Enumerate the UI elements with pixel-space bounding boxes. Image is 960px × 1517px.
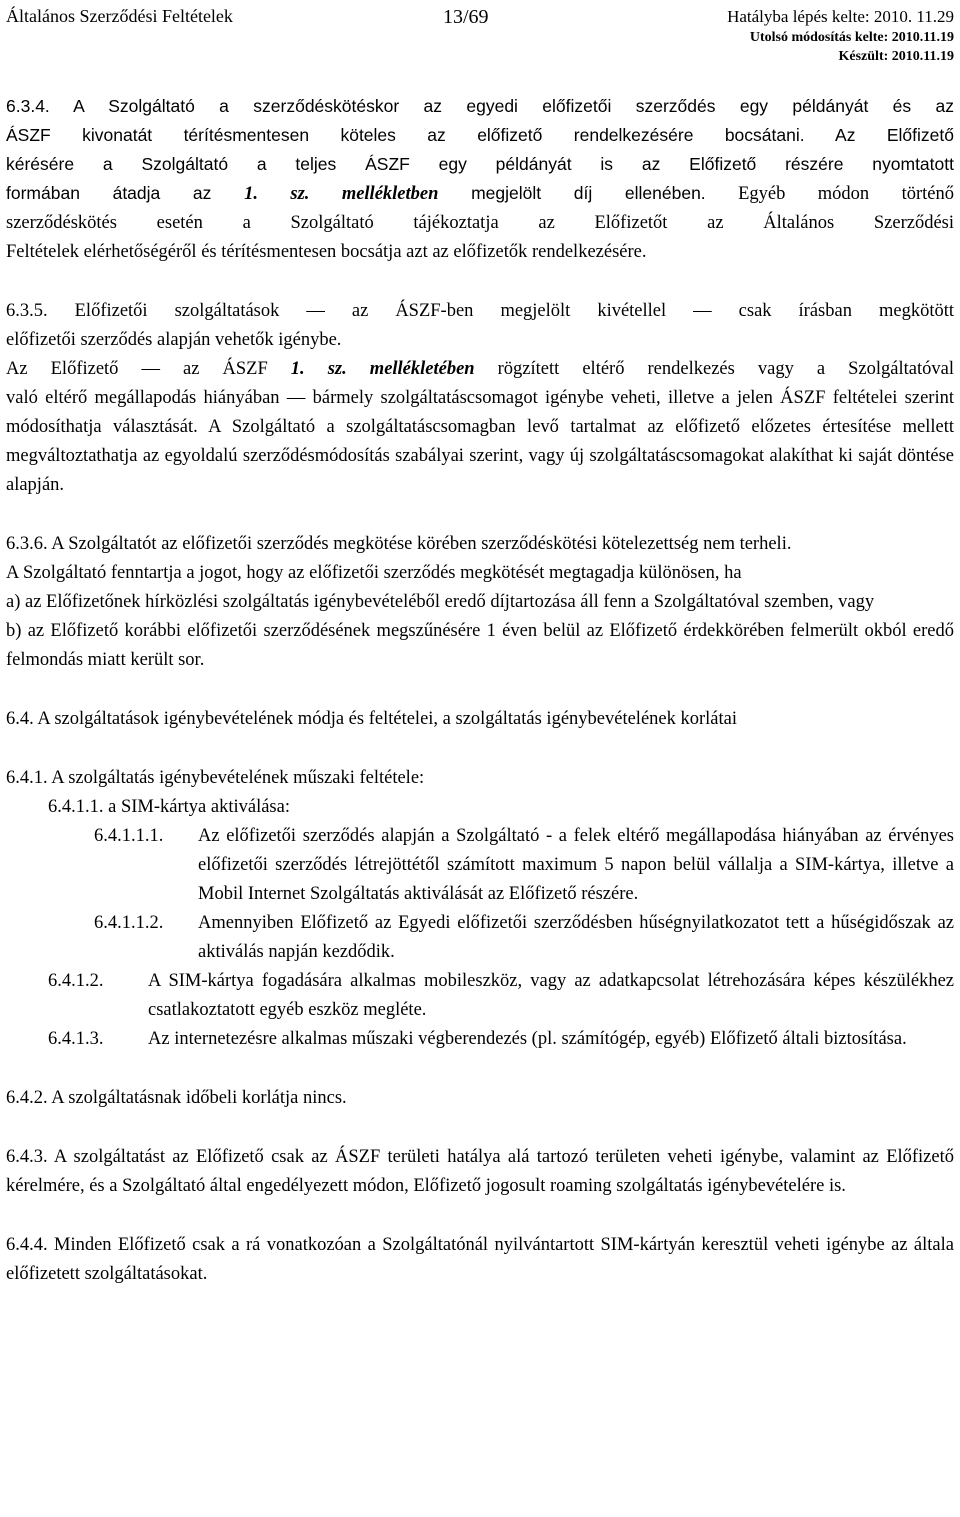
section-6-3-4-line: ÁSZF kivonatát térítésmentesen köteles az előfizető rendelkezésére bocsátani. Az Előfizető <box>6 125 954 145</box>
last-modified-date: Utolsó módosítás kelte: 2010.11.19 <box>749 30 954 45</box>
item-number: 6.4.1.3. <box>48 1029 104 1049</box>
section-6-4-heading: 6.4. A szolgáltatások igénybevételének módja és feltételei, a szolgáltatás igénybevételének korlátai <box>6 709 737 729</box>
document-dates <box>727 6 954 66</box>
item-text: Amennyiben Előfizető az Egyedi előfizetői szerződésben hűségnyilatkozatot tett a hűségidőszak az aktiválás napján kezdődik. <box>198 913 954 962</box>
section-6-3-5-text: való eltérő megállapodás hiányában — bármely szolgáltatáscsomagot igénybe veheti, illetve a jelen ÁSZF feltételei szerint módosíthatja választását. A Szolgáltató a szolgáltatáscsomagban levő tartalmat az előfizető előzetes értesítése mellett megváltoztathatja az egyoldalú szerződésmódosítás szabályai szerint, vagy új szolgáltatáscsomagokat alakíthat ki saját döntése alapján. <box>6 388 954 495</box>
text-run: megjelölt díj ellenében. <box>438 183 706 203</box>
text-run: Egyéb módon történő <box>705 184 954 204</box>
item-text: Az internetezésre alkalmas műszaki végberendezés (pl. számítógép, egyéb) Előfizető általi biztosítása. <box>148 1029 907 1049</box>
section-6-4-1-2 <box>6 967 954 1025</box>
page-header <box>6 0 954 70</box>
annex-reference: 1. sz. mellékletben <box>244 184 439 204</box>
text-run: rögzített eltérő rendelkezés vagy a Szolgáltatóval <box>474 359 954 379</box>
section-6-3-6-item-b: b) az Előfizető korábbi előfizetői szerződésének megszűnésére 1 éven belül az Előfizető érdekkörében felmerült okból eredő felmondás miatt került sor. <box>6 621 954 670</box>
section-6-3-4-line: kérésére a Szolgáltató a teljes ÁSZF egy példányát is az Előfizető részére nyomtatott <box>6 154 954 174</box>
item-number: 6.4.1.1.2. <box>94 913 164 933</box>
created-date: Készült: 2010.11.19 <box>838 49 954 64</box>
section-6-4-1-3 <box>6 1025 954 1054</box>
section-6-3-6-paragraph: A Szolgáltató fenntartja a jogot, hogy az előfizetői szerződés megkötését megtagadja különösen, ha <box>6 563 742 583</box>
section-6-4-4: 6.4.4. Minden Előfizető csak a rá vonatkozóan a Szolgáltatónál nyilvántartott SIM-kártyán keresztül veheti igénybe az általa előfizetett szolgáltatásokat. <box>6 1235 954 1284</box>
section-6-3-5-line: 6.3.5. Előfizetői szolgáltatások — az ÁSZF-ben megjelölt kivétellel — csak írásban megkötött <box>6 301 954 321</box>
section-6-4-1: 6.4.1. A szolgáltatás igénybevételének műszaki feltétele: <box>6 768 425 788</box>
section-6-4-1-1-2 <box>6 909 954 967</box>
document-body <box>6 92 954 1289</box>
section-6-4-3: 6.4.3. A szolgáltatást az Előfizető csak az ÁSZF területi hatálya alá tartozó területen veheti igénybe, valamint az Előfizető kérelmére, és a Szolgáltató által engedélyezett módon, Előfizető jogosult roaming szolgáltatás igénybevételére is. <box>6 1147 954 1196</box>
section-6-3-5-line <box>6 355 954 384</box>
item-text: A SIM-kártya fogadására alkalmas mobileszköz, vagy az adatkapcsolat létrehozására képes készülékhez csatlakoztatott egyéb eszköz megléte. <box>148 971 954 1020</box>
effective-date: Hatályba lépés kelte: 2010. 11.29 <box>727 7 954 26</box>
section-6-3-6-item-a: a) az Előfizetőnek hírközlési szolgáltatás igénybevételéből eredő díjtartozása áll fenn a Szolgáltatóval szemben, vagy <box>6 592 875 612</box>
item-number: 6.4.1.1.1. <box>94 826 164 846</box>
section-6-3-6: 6.3.6. A Szolgáltatót az előfizetői szerződés megkötése körében szerződéskötési kötelezettség nem terheli. <box>6 534 792 554</box>
text-run: formában átadja az <box>6 183 245 203</box>
section-6-3-4-line: szerződéskötés esetén a Szolgáltató tájékoztatja az Előfizetőt az Általános Szerződési <box>6 213 954 233</box>
item-text: Az előfizetői szerződés alapján a Szolgáltató - a felek eltérő megállapodása hiányában az érvényes előfizetői szerződés létrejöttétől számított maximum 5 napon belül vállalja a SIM-kártya, illetve a Mobil Internet Szolgáltatás aktiválását az Előfizető részére. <box>198 826 954 904</box>
annex-reference: 1. sz. mellékletében <box>290 359 475 379</box>
document-title: Általános Szerződési Feltételek <box>6 6 233 26</box>
section-6-4-1-1-1 <box>6 822 954 909</box>
section-6-3-4 <box>6 92 954 267</box>
item-number: 6.4.1.2. <box>48 971 104 991</box>
section-6-4-2: 6.4.2. A szolgáltatásnak időbeli korlátja nincs. <box>6 1088 347 1108</box>
section-6-3-4-line: 6.3.4. A Szolgáltató a szerződéskötéskor az egyedi előfizetői szerződés egy példányát és az <box>6 96 954 116</box>
section-6-3-4-line: Feltételek elérhetőségéről és térítésmentesen bocsátja azt az előfizetők rendelkezésére. <box>6 242 647 262</box>
section-6-4-1-1: 6.4.1.1. a SIM-kártya aktiválása: <box>48 797 290 817</box>
page-number: 13/69 <box>443 6 489 28</box>
section-6-3-5-line: előfizetői szerződés alapján vehetők igénybe. <box>6 330 342 350</box>
section-6-3-4-line <box>6 179 954 209</box>
section-6-3-5 <box>6 297 954 500</box>
text-run: Az Előfizető — az ÁSZF <box>6 359 291 379</box>
